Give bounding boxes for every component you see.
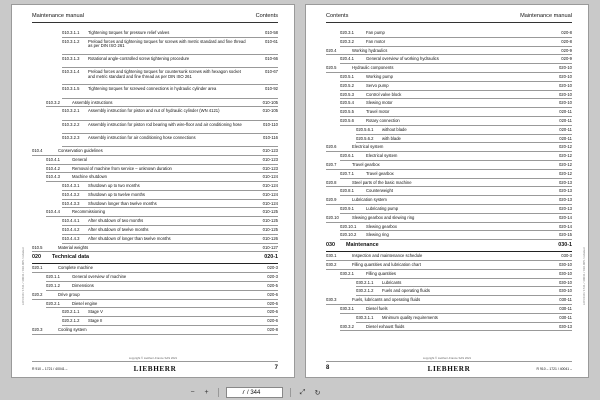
toc-entry-page: 010-125 xyxy=(262,209,278,215)
toc-entry[interactable] xyxy=(32,38,278,55)
toc-entry[interactable] xyxy=(326,55,572,64)
minus-icon: − xyxy=(190,389,195,396)
toc-entry-number: 020.10.2 xyxy=(340,232,357,238)
toc-entry-page: 010-116 xyxy=(262,134,278,140)
toc-entry[interactable] xyxy=(326,152,572,161)
toc-entry-number: 020.2 xyxy=(32,291,43,297)
liebherr-logo: LIEBHERR xyxy=(133,365,177,373)
toc-entry-number: 020.6 xyxy=(326,144,337,150)
toc-entry-number: 020.2.1.2 xyxy=(62,318,80,324)
toc-entry-page: 020-15 xyxy=(558,232,572,238)
total-pages-label: / 344 xyxy=(247,389,261,396)
toc-entry[interactable] xyxy=(32,264,278,273)
page-navigator xyxy=(226,387,283,398)
toc-entry-title: Diesel exhaust fluids xyxy=(366,323,405,329)
toc-entry-title: Diesel engine xyxy=(72,300,98,306)
toc-entry-number: 020.8 xyxy=(326,179,337,185)
toc-entry-title: without blade xyxy=(382,126,407,132)
toc-entry-number: 010.3.2.3 xyxy=(62,134,80,140)
toc-entry[interactable] xyxy=(326,223,572,232)
toc-entry-number: 020.8.1 xyxy=(340,188,354,194)
toc-entry-page: 010-105 xyxy=(262,108,278,114)
toc-entry-title: Dimensions xyxy=(72,283,94,289)
toc-entry[interactable] xyxy=(326,170,572,179)
toc-entry[interactable] xyxy=(326,305,572,314)
toc-entry[interactable] xyxy=(326,261,572,270)
side-reference-text: LFN 030 / 1721 / 40041 / 010.005 / rebeled xyxy=(582,247,586,305)
toc-entry-number: 020.10 xyxy=(326,214,339,220)
toc-entry-page: 020-11 xyxy=(559,126,572,132)
toc-entry-page: 010-126 xyxy=(262,235,278,241)
toc-entry-page: 030-10 xyxy=(558,261,572,267)
page-header xyxy=(326,13,572,19)
toc-entry[interactable] xyxy=(326,73,572,82)
rotate-button[interactable] xyxy=(311,387,324,398)
toc-entry-number: 020.3.1 xyxy=(340,30,354,35)
toc-entry[interactable] xyxy=(326,314,572,323)
toc-entry-rule xyxy=(32,334,278,335)
toc-entry-page: 020-11 xyxy=(559,109,572,115)
toc-entry[interactable] xyxy=(32,226,278,235)
toc-entry-title: Stage II xyxy=(88,318,103,324)
footer-rule xyxy=(326,361,572,362)
toc-entry-title: Fan pump xyxy=(366,30,385,35)
toc-entry-title: Shutdown up to two months xyxy=(88,183,140,189)
header-rule xyxy=(326,22,572,23)
toc-entry-title: Assembly instruction for air conditioning hose connections xyxy=(88,134,196,140)
rotate-icon: ↻ xyxy=(314,389,321,397)
page-number: 7 xyxy=(274,365,278,371)
toc-entry-page: 020-13 xyxy=(558,205,572,211)
toc-entry-page: 010-105 xyxy=(262,99,278,105)
toc-entry-page: 020-8 xyxy=(561,30,572,35)
copyright-text: copyright © Liebherr-France SAS 2021 xyxy=(422,356,472,360)
document-id: R 910 – 1721 / 40041 – xyxy=(32,367,68,371)
toc-entry-page: 010-125 xyxy=(262,218,278,224)
toc-entry[interactable] xyxy=(326,287,572,296)
toc-entry-page: 030-10 xyxy=(558,270,572,276)
toc-entry[interactable] xyxy=(326,135,572,144)
toc-entry-number: 020.10.1 xyxy=(340,223,357,229)
toc-entry-page: 020-13 xyxy=(558,179,572,185)
toc-entry-page: 010-123 xyxy=(262,165,278,171)
plus-icon: + xyxy=(204,389,209,396)
toc-entry-title: General overview of working hydraulics xyxy=(366,56,439,62)
toc-entry[interactable] xyxy=(32,134,278,147)
toc-entry-title: Slewing gearbox xyxy=(366,223,397,229)
toc-entry-title: Travel gearbox xyxy=(352,161,380,167)
toc-entry-number: 020.3.2 xyxy=(340,38,354,44)
toc-entry-title: Slewing ring xyxy=(366,232,389,238)
toc-entry-number: 030.3.1.1 xyxy=(356,314,374,320)
page-number: 8 xyxy=(326,365,330,371)
toc-entry-page: 020-6 xyxy=(267,300,278,306)
toc-entry-title: Electrical system xyxy=(366,153,398,159)
copyright-text: copyright © Liebherr-France SAS 2021 xyxy=(128,356,178,360)
toc-entry[interactable] xyxy=(32,282,278,291)
toc-entry[interactable] xyxy=(32,147,278,156)
toc-entry-title: Diesel fuels xyxy=(366,305,388,311)
fit-page-button[interactable] xyxy=(296,387,309,398)
toc-entry-title: Fan motor xyxy=(366,38,386,44)
toc-entry-number: 020.1.2 xyxy=(46,283,60,289)
toc-entry-page: 020-14 xyxy=(558,223,572,229)
toc-entry-page: 010-110 xyxy=(262,121,278,127)
toc-entry-title: General overview of machine xyxy=(72,274,127,280)
document-id: R 910 – 1721 / 40041 – xyxy=(536,367,572,371)
toc-entry-page: 020-9 xyxy=(561,56,572,62)
toc-entry-title: Assembly instructions xyxy=(72,99,113,105)
toc-entry-page: 010-92 xyxy=(264,86,278,92)
toc-entry-title: Rotational angle-controlled screw tightening procedure xyxy=(88,55,190,61)
toc-entry-title: Complete machine xyxy=(58,265,93,271)
toc-entry-number: 010.3.1.4 xyxy=(62,69,80,75)
toc-entry[interactable] xyxy=(326,179,572,188)
toc-entry-page: 020-11 xyxy=(559,135,572,141)
toc-entry-number: 030.2 xyxy=(326,261,337,267)
toc-entry-number: 020.6.1 xyxy=(340,153,354,159)
toc-entry[interactable] xyxy=(326,252,572,261)
toc-entry-title: Fuels and operating fluids xyxy=(382,288,430,294)
toc-entry-page: 020-3 xyxy=(267,274,278,280)
toc-entry-title: Cooling system xyxy=(58,327,87,333)
toc-entry-page: 020-12 xyxy=(558,153,572,159)
toc-entry-page: 020-3 xyxy=(267,265,278,271)
toc-entry-title: Preload forces and tightening torques for countersunk screws with hexagon socket and metric standard and fine thread as per DIN ISO 261 xyxy=(88,69,241,79)
toc-entry-page: 010-67 xyxy=(264,69,278,75)
toc-entry[interactable] xyxy=(32,291,278,300)
toc-entry-page: 010-66 xyxy=(264,55,278,61)
toc-entry-title: Material weights xyxy=(58,244,89,250)
page-footer xyxy=(326,364,572,374)
toc-entry[interactable] xyxy=(326,196,572,205)
toc-entry-number: 010.4.4 xyxy=(46,209,60,215)
toc-entry[interactable] xyxy=(32,308,278,317)
toc-entry-number: 030.1 xyxy=(326,253,337,259)
toc-entry-page: 020-13 xyxy=(558,197,572,203)
toc-entry-page: 020-12 xyxy=(558,161,572,167)
toc-entry-title: Lubricating pump xyxy=(366,205,399,211)
toc-entry-number: 020.1 xyxy=(32,265,43,271)
toc-entry[interactable] xyxy=(32,173,278,182)
toc-entry-page: 020-14 xyxy=(558,214,572,220)
toc-entry[interactable] xyxy=(32,156,278,165)
side-reference-text: LFN 030 / 1721 / 40041 / 010.005 / rebeled xyxy=(21,247,25,305)
toc-entry-number: 030.2.1 xyxy=(340,270,354,276)
toc-entry-title: Recommissioning xyxy=(72,209,106,215)
toc-entry-number: 020.4.1 xyxy=(340,56,354,62)
toc-entry-number: 020.1.1 xyxy=(46,274,60,280)
toc-entry[interactable] xyxy=(326,29,572,38)
toc-entry-page: 020-6 xyxy=(267,318,278,324)
toc-entry-number: 020.5 xyxy=(326,65,337,71)
toc-entry-title: Machine shutdown xyxy=(72,174,107,180)
toc-entry-number: 020.5.5 xyxy=(340,109,354,115)
toc-entry-page: 020-8 xyxy=(561,38,572,44)
toc-entry-number: 010.3.2 xyxy=(46,99,60,105)
toc-entry-number: 010.4.4.3 xyxy=(62,235,80,241)
toc-entry-page: 020-5 xyxy=(267,283,278,289)
page-number-input[interactable] xyxy=(227,388,247,397)
toc-entry-page: 030-10 xyxy=(558,288,572,294)
toc-entry-title: Slewing gearbox and slewing ring xyxy=(352,214,415,220)
toc-entry-title: After shutdown of two months xyxy=(88,218,144,224)
toc-entry-page: 020-11 xyxy=(559,117,572,123)
toc-entry[interactable] xyxy=(32,235,278,244)
toc-entry-page: 010-127 xyxy=(262,244,278,250)
toc-entry-title: Steel parts of the basic machine xyxy=(352,179,412,185)
toc-entry-number: 010.4.3.3 xyxy=(62,200,80,206)
toc-entry-page: 020-10 xyxy=(558,82,572,88)
toc-entry-number: 020.5.6 xyxy=(340,117,354,123)
toc-entry-number: 010.3.1.2 xyxy=(62,38,80,44)
toc-entry[interactable] xyxy=(32,208,278,217)
toc-entry-number: 010.4.1 xyxy=(46,156,60,162)
toc-entry[interactable] xyxy=(32,182,278,191)
toc-entry-number: 010.3.2.2 xyxy=(62,121,80,127)
toc-entry-title: Conservation guidelines xyxy=(58,147,103,153)
toc-entry-page: 030-13 xyxy=(558,323,572,329)
toc-entry[interactable] xyxy=(32,121,278,134)
toc-entry-page: 030-10 xyxy=(558,279,572,285)
toc-entry[interactable] xyxy=(326,296,572,305)
toc-entry-number: 030.3 xyxy=(326,297,337,303)
toc-entry-number: 010.4.4.1 xyxy=(62,218,80,224)
toc-entry[interactable] xyxy=(32,326,278,335)
toc-entry-title: Counterweight xyxy=(366,188,394,194)
toc-entry-page: 020-12 xyxy=(558,170,572,176)
toc-entry[interactable] xyxy=(32,55,278,68)
toc-entry-title: Slewing motor xyxy=(366,100,393,106)
toc-entry[interactable] xyxy=(326,38,572,47)
toc-entry-title: Fuels, lubricants and operating fluids xyxy=(352,297,421,303)
viewer-toolbar xyxy=(0,385,600,400)
footer-rule xyxy=(32,361,278,362)
toc-entry-title: Inspection and maintenance schedule xyxy=(352,253,423,259)
toc-entry-page: 020-10 xyxy=(558,91,572,97)
toc-entry-page: 020-10 xyxy=(558,73,572,79)
toc-entry-title: Assembly instruction for piston and nut of hydraulic cylinder (WN 4121) xyxy=(88,108,220,114)
toc-entry[interactable] xyxy=(326,161,572,170)
toc-entry-page: 020-10 xyxy=(558,65,572,71)
toc-entry[interactable] xyxy=(326,108,572,117)
toc-entry-title: Servo pump xyxy=(366,82,389,88)
toc-entry-page: 020-9 xyxy=(561,47,572,53)
toc-entry[interactable] xyxy=(326,214,572,223)
toc-entry-title: Lubricants xyxy=(382,279,402,285)
toc-entry[interactable] xyxy=(326,82,572,91)
toc-entry[interactable] xyxy=(326,187,572,196)
toc-entry-page: 020-8 xyxy=(267,327,278,333)
zoom-in-button[interactable] xyxy=(200,387,213,398)
toc-entry-page: 010-124 xyxy=(262,183,278,189)
toc-entry-page: 010-123 xyxy=(262,147,278,153)
toc-entry-page: 030-11 xyxy=(559,314,572,320)
right-page xyxy=(305,4,589,378)
toc-entry-number: 010.5 xyxy=(32,244,43,250)
toc-entry-number: 010.3.2.1 xyxy=(62,108,80,114)
toc-entry[interactable] xyxy=(326,231,572,240)
toc-entry[interactable] xyxy=(326,99,572,108)
toc-entry[interactable] xyxy=(326,117,572,126)
toc-entry-title: Tightening torques for screwed connections in hydraulic cylinder area xyxy=(88,86,217,92)
fit-page-icon: ⤢ xyxy=(299,388,306,396)
toc-entry[interactable] xyxy=(326,47,572,56)
toc-entry[interactable] xyxy=(326,270,572,279)
toc-entry-number: 020.3 xyxy=(32,327,43,333)
toc-entry-title: Assembly instruction for piston rod bearing with wire-floor and air conditioning hose xyxy=(88,121,242,127)
header-rule xyxy=(32,22,278,23)
toc-entry-number: 020.5.4 xyxy=(340,100,354,106)
toc-entry[interactable] xyxy=(32,200,278,209)
toc-entry-title: General xyxy=(72,156,87,162)
toc-entry-page: 010-123 xyxy=(262,156,278,162)
left-page xyxy=(11,4,295,378)
toc-entry[interactable] xyxy=(32,191,278,200)
toc-entry[interactable] xyxy=(32,317,278,326)
toc-entry-page: 020-10 xyxy=(558,100,572,106)
toc-entry[interactable] xyxy=(326,143,572,152)
toc-entry-page: 020-6 xyxy=(267,291,278,297)
toc-entry-number: 020.5.6.2 xyxy=(356,135,374,141)
toc-entry-title: Rotary connection xyxy=(366,117,400,123)
toc-entry[interactable] xyxy=(32,85,278,98)
toc-entry-number: 010.3.1.3 xyxy=(62,55,80,61)
toc-entry-title: Filling quantities xyxy=(366,270,397,276)
toc-entry-page: 020-12 xyxy=(558,144,572,150)
toc-entry-number: 010.3.1.1 xyxy=(62,30,80,35)
toc-entry-number: 010.4.4.2 xyxy=(62,227,80,233)
toc-entry-page: 010-125 xyxy=(262,227,278,233)
toc-entry[interactable] xyxy=(32,217,278,226)
toc-entry-number: 020 xyxy=(32,254,41,261)
page-header xyxy=(32,13,278,19)
toc-entry-page: 020-1 xyxy=(264,254,278,261)
toc-entry[interactable] xyxy=(32,165,278,174)
table-of-contents xyxy=(326,29,572,331)
toc-entry-title: Control valve block xyxy=(366,91,402,97)
toc-entry-title: Lubrication system xyxy=(352,197,387,203)
zoom-out-button[interactable] xyxy=(186,387,199,398)
toc-entry-number: 010.4 xyxy=(32,147,43,153)
toc-entry-page: 010-58 xyxy=(264,30,278,35)
toc-entry-title: Hydraulic components xyxy=(352,65,394,71)
header-right-text: Maintenance manual xyxy=(520,13,572,19)
toc-entry-title: Working hydraulics xyxy=(352,47,388,53)
toc-entry-number: 030.3.1 xyxy=(340,305,354,311)
toc-entry-number: 020.9 xyxy=(326,197,337,203)
toc-entry-title: After shutdown of twelve months xyxy=(88,227,149,233)
toc-entry-number: 010.3.1.5 xyxy=(62,86,80,92)
liebherr-logo: LIEBHERR xyxy=(427,365,471,373)
toc-entry-number: 030.3.2 xyxy=(340,323,354,329)
toc-entry-page: 030-11 xyxy=(559,297,572,303)
toc-entry-page: 020-13 xyxy=(558,188,572,194)
header-right-text: Contents xyxy=(255,13,278,19)
toc-entry-number: 020.5.6.1 xyxy=(356,126,374,132)
toc-entry[interactable] xyxy=(326,205,572,214)
toc-entry-title: Shutdown up to twelve months xyxy=(88,191,146,197)
toc-entry-page: 010-124 xyxy=(262,174,278,180)
toolbar-separator xyxy=(290,388,291,397)
toc-entry-number: 020.5.3 xyxy=(340,91,354,97)
toc-entry-title: Technical data xyxy=(52,254,90,261)
toc-entry-title: Maintenance xyxy=(346,242,379,249)
toc-entry-title: Shutdown longer than twelve months xyxy=(88,200,157,206)
toc-entry-title: Travel motor xyxy=(366,109,390,115)
toc-entry-title: with blade xyxy=(382,135,401,141)
toc-entry-page: 010-61 xyxy=(264,38,278,44)
toc-entry[interactable] xyxy=(32,29,278,38)
toc-entry[interactable] xyxy=(326,279,572,288)
toc-entry-number: 010.4.3 xyxy=(46,174,60,180)
toolbar-separator xyxy=(218,388,219,397)
toc-entry-number: 020.4 xyxy=(326,47,337,53)
toc-entry[interactable] xyxy=(32,273,278,282)
toc-entry-number: 020.2.1 xyxy=(46,300,60,306)
toc-entry-page: 010-124 xyxy=(262,191,278,197)
toc-entry-page: 030-11 xyxy=(559,305,572,311)
toc-entry-number: 030.2.1.2 xyxy=(356,288,374,294)
toc-entry-number: 020.7.1 xyxy=(340,170,354,176)
toc-entry-number: 020.9.1 xyxy=(340,205,354,211)
toc-entry-number: 010.4.3.1 xyxy=(62,183,80,189)
toc-entry-number: 030 xyxy=(326,242,335,249)
toc-entry-number: 020.5.1 xyxy=(340,73,354,79)
toc-entry-title: After shutdown of longer than twelve months xyxy=(88,235,171,241)
toc-entry-number: 010.4.2 xyxy=(46,165,60,171)
toc-entry[interactable] xyxy=(32,99,278,108)
toc-entry-page: 030-1 xyxy=(558,242,572,249)
toc-entry-title: Removal of machine from service – unknown duration xyxy=(72,165,172,171)
toc-entry-title: Preload forces and tightening torques for screws with metric standard and fine thread as per DIN ISO 261 xyxy=(88,38,246,49)
page-footer xyxy=(32,364,278,374)
toc-entry-page: 020-6 xyxy=(267,309,278,315)
toc-entry-title: Travel gearbox xyxy=(366,170,394,176)
toc-entry-page: 030-3 xyxy=(561,253,572,259)
toc-entry-title: Working pump xyxy=(366,73,393,79)
toc-entry[interactable] xyxy=(326,64,572,73)
toc-entry-number: 030.2.1.1 xyxy=(356,279,374,285)
toc-entry-title: Filling quantities and lubrication chart xyxy=(352,261,421,267)
toc-entry-page: 010-124 xyxy=(262,200,278,206)
toc-entry-title: Drive group xyxy=(58,291,80,297)
toc-entry-title: Stage V xyxy=(88,309,103,315)
header-left-text: Contents xyxy=(326,13,349,19)
table-of-contents xyxy=(32,29,278,335)
toc-entry[interactable] xyxy=(32,244,278,253)
toc-entry-number: 020.5.2 xyxy=(340,82,354,88)
toc-entry-number: 020.2.1.1 xyxy=(62,309,80,315)
toc-entry-title: Minimum quality requirements xyxy=(382,314,438,320)
toc-entry[interactable] xyxy=(32,68,278,85)
toc-entry[interactable] xyxy=(326,126,572,135)
toc-entry[interactable] xyxy=(32,107,278,120)
toc-entry[interactable] xyxy=(326,240,572,252)
toc-entry[interactable] xyxy=(32,300,278,309)
toc-entry-title: Electrical system xyxy=(352,144,384,150)
toc-entry[interactable] xyxy=(326,323,572,332)
toc-entry-rule xyxy=(340,330,572,331)
toc-entry-title: Tightening torques for pressure relief valves xyxy=(88,30,170,35)
toc-entry-number: 020.7 xyxy=(326,161,337,167)
header-left-text: Maintenance manual xyxy=(32,13,84,19)
toc-entry[interactable] xyxy=(32,252,278,264)
toc-entry[interactable] xyxy=(326,91,572,100)
toc-entry-number: 010.4.3.2 xyxy=(62,191,80,197)
